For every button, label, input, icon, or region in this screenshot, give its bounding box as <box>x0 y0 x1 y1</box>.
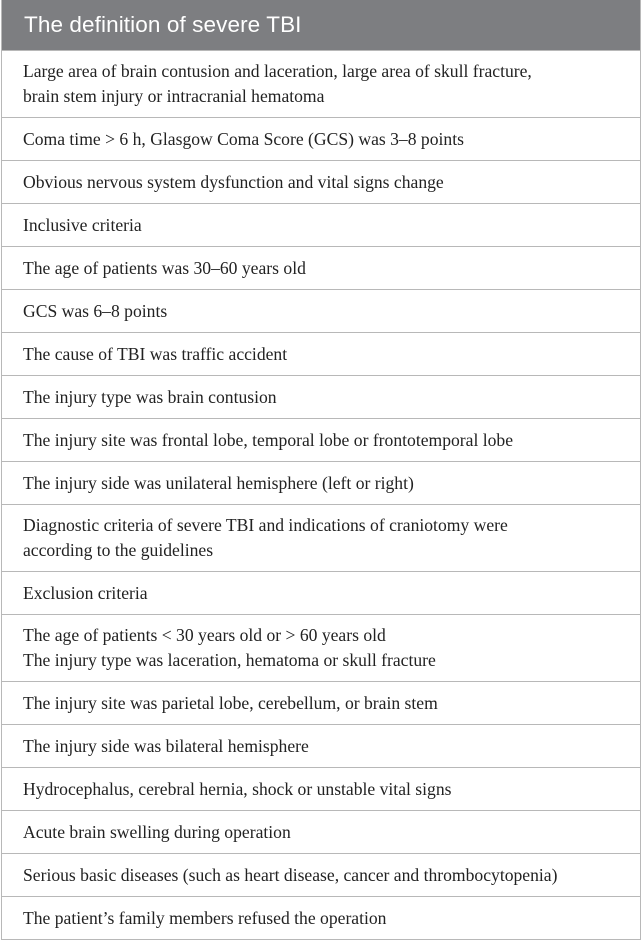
row-text: Acute brain swelling during operation <box>23 821 291 842</box>
table-row <box>2 418 640 461</box>
table-row <box>2 375 640 418</box>
row-text: The injury type was laceration, hematoma or skull fracture <box>23 650 436 670</box>
table-row <box>2 160 640 203</box>
table-row <box>2 767 640 810</box>
row-text: The injury side was unilateral hemisphere (left or right) <box>23 472 414 493</box>
table-row <box>2 614 640 681</box>
row-text: The injury type was brain contusion <box>23 386 277 407</box>
row-text: Obvious nervous system dysfunction and vital signs change <box>23 171 444 192</box>
row-text: The cause of TBI was traffic accident <box>23 343 288 364</box>
section-row-exclusion <box>2 571 640 614</box>
row-text: The age of patients < 30 years old or > 60 years old <box>23 625 386 645</box>
table-header <box>2 0 640 50</box>
table-row <box>2 117 640 160</box>
row-text: The injury site was frontal lobe, temporal lobe or frontotemporal lobe <box>23 429 514 450</box>
table-row <box>2 853 640 896</box>
section-label: Exclusion criteria <box>23 582 148 603</box>
row-text: Serious basic diseases (such as heart disease, cancer and thrombocytopenia) <box>23 864 558 885</box>
row-text: The injury site was parietal lobe, cerebellum, or brain stem <box>23 692 438 713</box>
table-row <box>2 724 640 767</box>
section-label: Inclusive criteria <box>23 214 142 235</box>
table-row <box>2 504 640 571</box>
row-text: The patient’s family members refused the operation <box>23 907 387 928</box>
row-text: GCS was 6–8 points <box>23 300 168 321</box>
row-text: The age of patients was 30–60 years old <box>23 257 306 278</box>
row-text: Large area of brain contusion and laceration, large area of skull fracture, <box>23 61 532 81</box>
table-row <box>2 896 640 939</box>
table-row <box>2 289 640 332</box>
table-row <box>2 246 640 289</box>
row-text: The injury side was bilateral hemisphere <box>23 735 309 756</box>
criteria-table <box>1 0 641 940</box>
row-text: Coma time > 6 h, Glasgow Coma Score (GCS) was 3–8 points <box>23 128 464 149</box>
table-row <box>2 332 640 375</box>
row-text: Hydrocephalus, cerebral hernia, shock or unstable vital signs <box>23 778 452 799</box>
table-title: The definition of severe TBI <box>24 12 302 37</box>
table-row <box>2 810 640 853</box>
table-row <box>2 50 640 117</box>
row-text: according to the guidelines <box>23 540 214 560</box>
section-row-inclusive <box>2 203 640 246</box>
row-text: Diagnostic criteria of severe TBI and indications of craniotomy were <box>23 515 508 535</box>
table-row <box>2 681 640 724</box>
row-text: brain stem injury or intracranial hematoma <box>23 86 325 106</box>
table-row <box>2 461 640 504</box>
